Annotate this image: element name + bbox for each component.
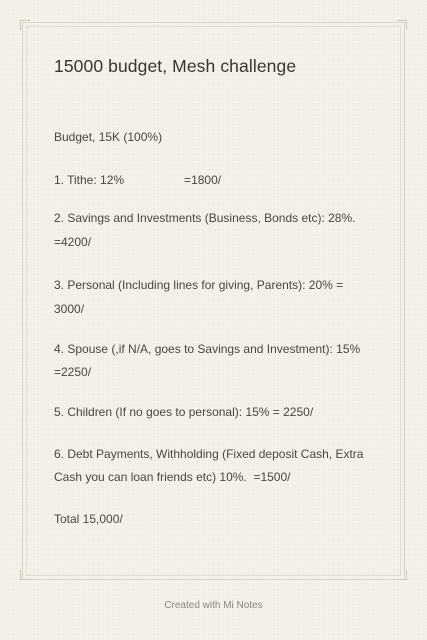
savings-line: 2. Savings and Investments (Business, Bonds etc): 28%. bbox=[54, 211, 356, 225]
tithe-line: 1. Tithe: 12% =1800/ bbox=[54, 173, 222, 187]
personal-amount-line: 3000/ bbox=[54, 302, 85, 316]
debt-line: 6. Debt Payments, Withholding (Fixed deposit Cash, Extra bbox=[54, 447, 364, 461]
children-line: 5. Children (If no goes to personal): 15% = 2250/ bbox=[54, 405, 314, 419]
footer-credit: Created with Mi Notes bbox=[164, 600, 263, 611]
spouse-amount-line: =2250/ bbox=[54, 365, 92, 379]
note-border-inner bbox=[26, 26, 401, 576]
grand-total-line: Total 15,000/ bbox=[54, 512, 123, 526]
corner-ornament-bottom-left bbox=[20, 570, 30, 580]
debt-amount-line: Cash you can loan friends etc) 10%. =1500/ bbox=[54, 470, 291, 484]
spouse-line: 4. Spouse (,if N/A, goes to Savings and Investment): 15% bbox=[54, 342, 361, 356]
savings-amount-line: =4200/ bbox=[54, 235, 92, 249]
budget-total-line: Budget, 15K (100%) bbox=[54, 130, 163, 144]
note-title: 15000 budget, Mesh challenge bbox=[54, 56, 297, 76]
corner-ornament-top-right bbox=[397, 20, 407, 30]
corner-ornament-bottom-right bbox=[397, 570, 407, 580]
personal-line: 3. Personal (Including lines for giving, Parents): 20% = bbox=[54, 278, 344, 292]
corner-ornament-top-left bbox=[20, 20, 30, 30]
